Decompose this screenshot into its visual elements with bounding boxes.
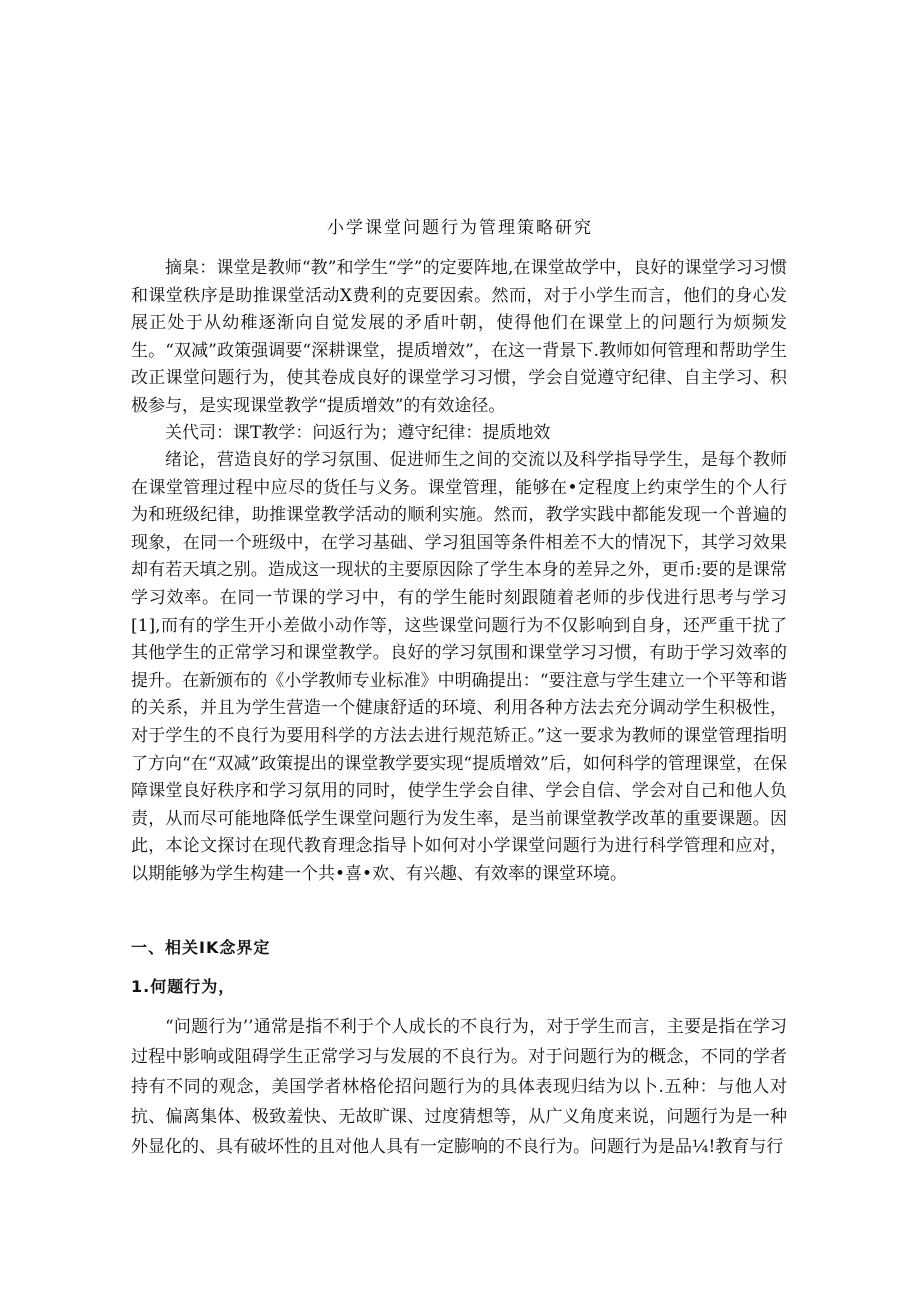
section-heading: 一、相关IK念界定 bbox=[131, 938, 271, 957]
keywords-label: 关代司： bbox=[165, 423, 233, 443]
subsection-heading: 1.何题行为， bbox=[131, 977, 236, 996]
page-title: 小学课堂问题行为管理策略研究 bbox=[327, 218, 593, 238]
keywords-text: 课T教学：问返行为；遵守纪律：提质地效 bbox=[233, 423, 551, 443]
abstract-text: 课堂是教师“教”和学生“学”的定要阵地,在课堂故学中，良好的课堂学习习惯和课堂秩序是助推课堂活动X费利的克要因索。然而，对于小学生而言，他们的身心发展正处于从幼稚逐渐向自觉发展的矛盾叶朝，使得他们在课堂上的问题行为烦频发生。“双减”政策强调要“深耕课堂，提质增效”，在这一背景下.教师如何管理和帮助学生改正课堂问题行为，使其卷成良好的课堂学习习惯，学会自觉遵守纪律、自主学习、积极参与，是实现课堂教学“提质增效”的有效途径。 bbox=[131, 258, 788, 416]
abstract-label: 摘臬： bbox=[165, 258, 217, 278]
body-paragraph: “问题行为’’通常是指不利于个人成长的不良行为，对于学生而言，主要是指在学习过程中影响或阻碍学生正常学习与发展的不良行为。对于问题行为的概念，不同的学者持有不同的观念，美国学者林格伦招问题行为的具体表现归结为以卜.五种：与他人对抗、偏离集体、极致羞快、无故旷课、过度猜想等，从广义角度来说，问题行为是一种外显化的、具有破坏性的且对他人具有一定膨响的不良行为。问题行为是品¼!教育与行 bbox=[131, 1017, 787, 1157]
intro-paragraph: 绪论，营造良好的学习氛围、促进师生之间的交流以及科学指导学生，是每个教师在课堂管理过程中应尽的货任与义务。课堂管理，能够在•定程度上约束学生的个人行为和班级纪律，助推课堂教学活动的顺利实施。然而，教学实践中都能发现一个普遍的现象，在同一个班级中，在学习基础、学习狙国等条件相差不大的情况下，其学习效果却有若天填之别。造成这一现状的主要原因除了学生本身的差异之外，更币:要的是课常学习效率。在同一节课的学习中，有的学生能时刻跟随着老师的步伐进行思考与学习[1],而有的学生开小差做小动作等，这些课堂问题行为不仅影响到自身，还严重干扰了其他学生的正常学习和课堂教学。良好的学习氛围和课堂学习习惯，有助于学习效率的提升。在新颁布的《小学教师专业标准》中明确提出：“要注意与学生建立一个平等和谐的关系，并且为学生营造一个健康舒适的环境、利用各种方法去充分调动学生积极性，对于学生的不良行为要用科学的方法去进行规范矫正。”这一要求为教师的课堂管理指明了方向“在“双减”政策提出的课堂教学要实现“提质增效”后，如何科学的管理课堂，在保障课堂良好秩序和学习氛用的同时，使学生学会自律、学会自信、学会对自己和他人负责，从而尽可能地降低学生课堂问题行为发生率，是当前课堂教学改革的重要课题。因此，本论文探讨在现代教育理念指导卜如何对小学课堂问题行为进行科学管理和应对，以期能够为学生构建一个共•喜•欢、有兴趣、有效率的课堂环境。 bbox=[131, 450, 787, 884]
keywords-paragraph bbox=[131, 420, 787, 448]
abstract-paragraph bbox=[131, 255, 787, 421]
